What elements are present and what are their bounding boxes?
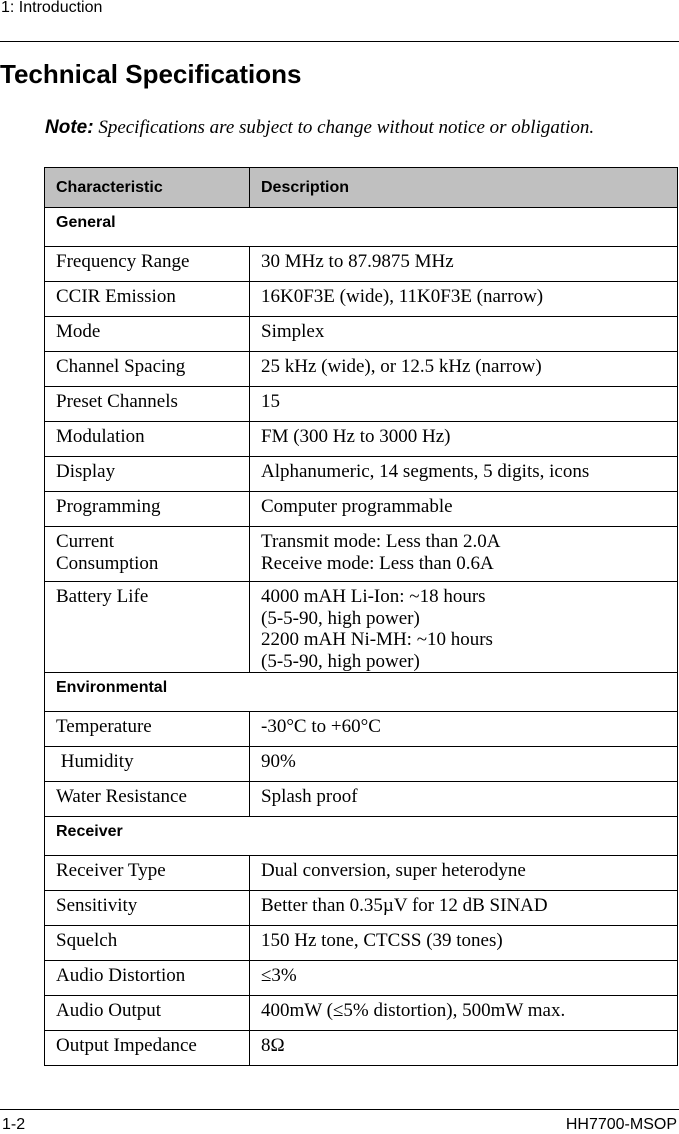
cell-line: Current bbox=[56, 531, 115, 552]
characteristic-cell: Mode bbox=[45, 317, 250, 352]
section-title: Environmental bbox=[45, 673, 678, 712]
characteristic-cell: Humidity bbox=[45, 747, 250, 782]
description-cell bbox=[250, 527, 678, 582]
note-text: Specifications are subject to change without notice or obligation. bbox=[98, 117, 595, 138]
column-header-characteristic: Characteristic bbox=[45, 168, 250, 208]
characteristic-cell: Sensitivity bbox=[45, 891, 250, 926]
cell-line: Receive mode: Less than 0.6A bbox=[261, 552, 494, 574]
description-cell: Splash proof bbox=[250, 782, 678, 817]
cell-line: (5-5-90, high power) bbox=[261, 607, 420, 629]
description-cell: 25 kHz (wide), or 12.5 kHz (narrow) bbox=[250, 352, 678, 387]
description-cell: 16K0F3E (wide), 11K0F3E (narrow) bbox=[250, 282, 678, 317]
page-title: Technical Specifications bbox=[0, 59, 302, 89]
table-row bbox=[45, 891, 678, 926]
table-row bbox=[45, 492, 678, 527]
characteristic-cell: Display bbox=[45, 457, 250, 492]
description-cell: 30 MHz to 87.9875 MHz bbox=[250, 247, 678, 282]
table-row bbox=[45, 247, 678, 282]
description-cell: Dual conversion, super heterodyne bbox=[250, 856, 678, 891]
table-row bbox=[45, 747, 678, 782]
characteristic-cell: Channel Spacing bbox=[45, 352, 250, 387]
note-label: Note: bbox=[45, 117, 94, 138]
table-row bbox=[45, 582, 678, 673]
table-row bbox=[45, 527, 678, 582]
characteristic-cell bbox=[45, 527, 250, 582]
description-cell: Computer programmable bbox=[250, 492, 678, 527]
cell-line: Consumption bbox=[56, 552, 159, 574]
characteristic-cell: Receiver Type bbox=[45, 856, 250, 891]
section-row-environmental bbox=[45, 673, 678, 712]
description-cell: Better than 0.35µV for 12 dB SINAD bbox=[250, 891, 678, 926]
description-cell: 15 bbox=[250, 387, 678, 422]
cell-line: 2200 mAH Ni-MH: ~10 hours bbox=[261, 629, 493, 650]
description-cell: -30°C to +60°C bbox=[250, 712, 678, 747]
characteristic-cell: Audio Distortion bbox=[45, 961, 250, 996]
table-row bbox=[45, 282, 678, 317]
description-cell: 150 Hz tone, CTCSS (39 tones) bbox=[250, 926, 678, 961]
footer-rule bbox=[0, 1109, 679, 1110]
characteristic-cell: Squelch bbox=[45, 926, 250, 961]
section-title: Receiver bbox=[45, 817, 678, 856]
document-id: HH7700-MSOP bbox=[565, 1116, 677, 1133]
characteristic-cell: Audio Output bbox=[45, 996, 250, 1031]
description-cell: ≤3% bbox=[250, 961, 678, 996]
table-row bbox=[45, 856, 678, 891]
characteristic-cell: Temperature bbox=[45, 712, 250, 747]
cell-line: (5-5-90, high power) bbox=[261, 650, 420, 672]
description-cell: Simplex bbox=[250, 317, 678, 352]
description-cell bbox=[250, 582, 678, 673]
table-row bbox=[45, 782, 678, 817]
table-row bbox=[45, 996, 678, 1031]
section-title: General bbox=[45, 208, 678, 247]
section-row-general bbox=[45, 208, 678, 247]
characteristic-cell: Preset Channels bbox=[45, 387, 250, 422]
cell-line: Transmit mode: Less than 2.0A bbox=[261, 531, 501, 552]
characteristic-cell: Frequency Range bbox=[45, 247, 250, 282]
characteristic-cell: CCIR Emission bbox=[45, 282, 250, 317]
note bbox=[45, 117, 594, 139]
table-row bbox=[45, 352, 678, 387]
characteristic-cell: Water Resistance bbox=[45, 782, 250, 817]
table-row bbox=[45, 1031, 678, 1066]
description-cell: Alphanumeric, 14 segments, 5 digits, icons bbox=[250, 457, 678, 492]
table-row bbox=[45, 712, 678, 747]
characteristic-cell: Programming bbox=[45, 492, 250, 527]
description-cell: 400mW (≤5% distortion), 500mW max. bbox=[250, 996, 678, 1031]
table-row bbox=[45, 926, 678, 961]
characteristic-cell: Modulation bbox=[45, 422, 250, 457]
description-cell: 90% bbox=[250, 747, 678, 782]
page-number: 1-2 bbox=[2, 1116, 26, 1133]
description-cell: FM (300 Hz to 3000 Hz) bbox=[250, 422, 678, 457]
characteristic-cell: Battery Life bbox=[45, 582, 250, 673]
table-header-row bbox=[45, 168, 678, 208]
table-row bbox=[45, 422, 678, 457]
specifications-table bbox=[44, 167, 678, 1066]
table-row bbox=[45, 317, 678, 352]
section-row-receiver bbox=[45, 817, 678, 856]
table-row bbox=[45, 457, 678, 492]
running-header: 1: Introduction bbox=[1, 0, 103, 16]
description-cell: 8Ω bbox=[250, 1031, 678, 1066]
cell-line: 4000 mAH Li-Ion: ~18 hours bbox=[261, 586, 486, 607]
header-rule bbox=[0, 41, 679, 42]
column-header-description: Description bbox=[250, 168, 678, 208]
table-row bbox=[45, 387, 678, 422]
characteristic-cell: Output Impedance bbox=[45, 1031, 250, 1066]
table-row bbox=[45, 961, 678, 996]
